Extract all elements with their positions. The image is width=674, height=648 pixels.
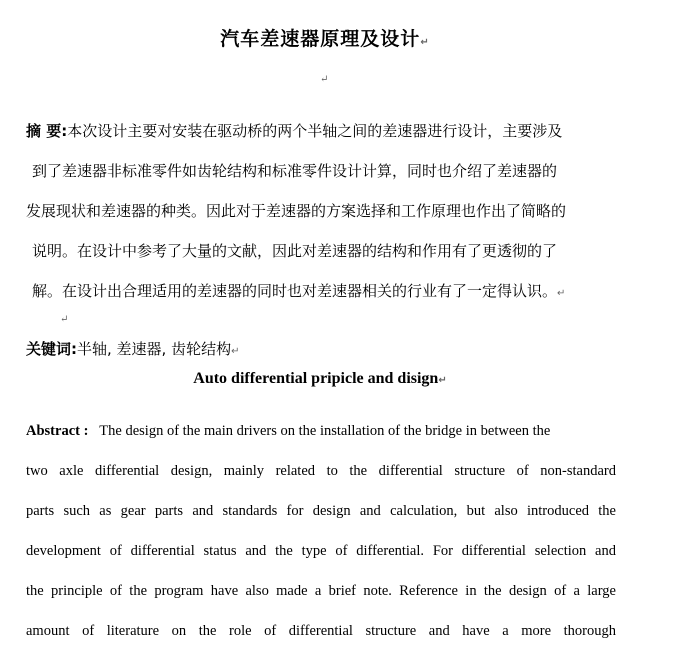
- abstract-en-line-3: parts such as gear parts and standards for design and calculation, but also introduced the: [26, 503, 616, 519]
- abstract-en-text: The design of the main drivers on the installation of the bridge in between the: [99, 423, 551, 439]
- abstract-en-line-2: two axle differential design, mainly related to the differential structure of non-standard: [26, 463, 616, 479]
- abstract-cn-line-4: [32, 240, 557, 261]
- abstract-en-line-5: the principle of the program have also made a brief note. Reference in the design of a large: [26, 583, 616, 599]
- paragraph-mark-icon: ↵: [320, 74, 329, 85]
- paragraph-mark-icon: ↵: [420, 37, 430, 48]
- document-title: [0, 24, 650, 51]
- abstract-cn-text: 发展现状和差速器的种类。因此对于差速器的方案选择和工作原理也作出了简略的: [26, 202, 567, 220]
- paragraph-mark-icon: ↵: [231, 346, 240, 357]
- abstract-en-line-6: amount of literature on the role of differential structure and have a more thorough: [26, 623, 616, 639]
- abstract-cn-line-1: [26, 120, 562, 141]
- paragraph-mark-icon: ↵: [557, 288, 566, 299]
- abstract-cn-line-5: [32, 280, 565, 301]
- keywords-cn: [26, 338, 239, 359]
- abstract-cn-label: 摘 要:: [26, 122, 68, 140]
- abstract-en-label: Abstract :: [26, 423, 89, 439]
- abstract-cn-text: 说明。在设计中参考了大量的文献，因此对差速器的结构和作用有了更透彻的了: [32, 242, 558, 260]
- paragraph-mark-icon: ↵: [438, 375, 447, 386]
- keywords-cn-label: 关键词:: [26, 340, 77, 358]
- keywords-cn-text: 半轴, 差速器, 齿轮结构: [77, 340, 232, 358]
- abstract-cn-text: 本次设计主要对安装在驱动桥的两个半轴之间的差速器进行设计，主要涉及: [67, 122, 563, 140]
- english-title: [0, 370, 640, 388]
- abstract-cn-text: 解。在设计出合理适用的差速器的同时也对差速器相关的行业有了一定得认识。: [32, 282, 558, 300]
- paragraph-mark-icon: ↵: [60, 314, 69, 325]
- english-title-text: Auto differential pripicle and disign: [193, 370, 439, 387]
- abstract-cn-line-2: [32, 160, 557, 181]
- title-text: 汽车差速器原理及设计: [220, 28, 421, 50]
- abstract-en-line-1: [26, 423, 616, 440]
- abstract-cn-line-3: [26, 200, 566, 221]
- abstract-cn-text: 到了差速器非标准零件如齿轮结构和标准零件设计计算，同时也介绍了差速器的: [32, 162, 558, 180]
- abstract-en-line-4: development of differential status and the type of differential. For differential selection and: [26, 543, 616, 559]
